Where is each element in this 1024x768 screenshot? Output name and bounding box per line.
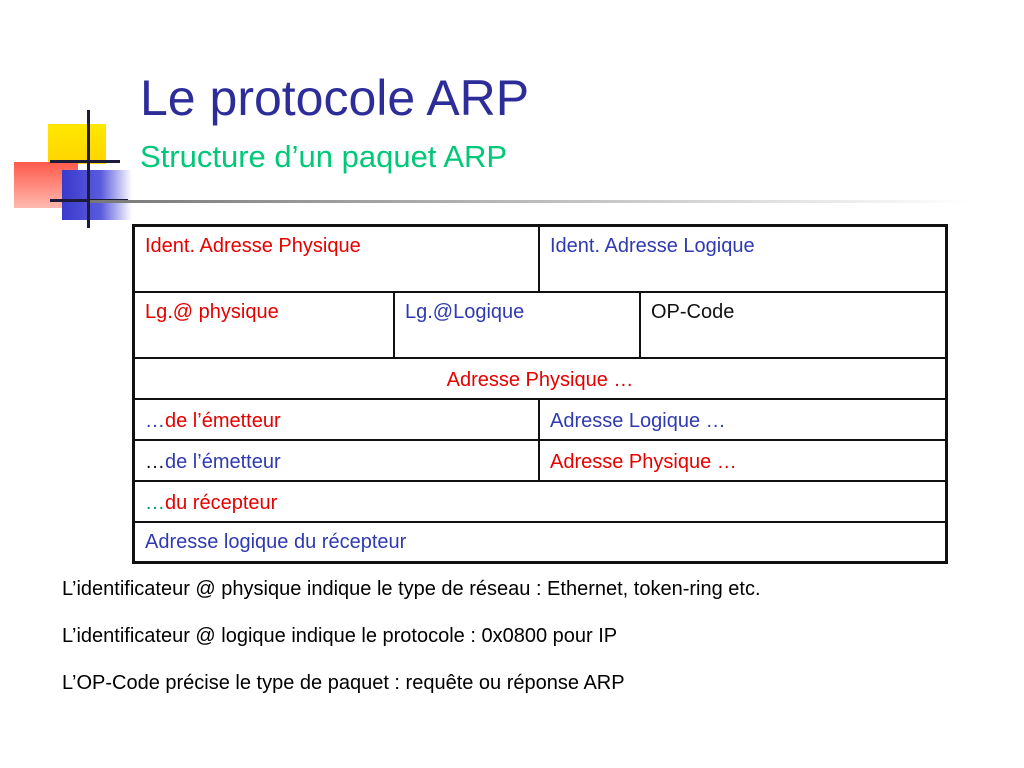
packet-row-sender-continued — [135, 400, 945, 441]
note-physical-identifier: L’identificateur @ physique indique le type de réseau : Ethernet, token-ring etc. — [62, 578, 761, 600]
packet-row-identifiers — [135, 227, 945, 293]
field-physical-address-id: Ident. Adresse Physique — [145, 235, 361, 257]
field-target-logical-address: Adresse logique du récepteur — [145, 531, 407, 553]
packet-row-lengths-opcode — [135, 293, 945, 359]
field-opcode: OP-Code — [639, 293, 945, 357]
note-logical-identifier: L’identificateur @ logique indique le protocole : 0x0800 pour IP — [62, 625, 618, 647]
packet-row-target-logical — [135, 523, 945, 561]
packet-row-sender-physical — [135, 359, 945, 400]
note-opcode: L’OP-Code précise le type de paquet : requête ou réponse ARP — [62, 672, 625, 694]
logo-vertical-line — [87, 110, 90, 228]
slide-title: Le protocole ARP — [140, 70, 530, 126]
field-sender-physical-address: Adresse Physique … — [446, 369, 634, 391]
field-target-physical-address: Adresse Physique … — [538, 441, 945, 480]
arp-packet-table — [132, 224, 948, 564]
ellipsis-prefix: … — [145, 410, 165, 432]
explanation-notes — [62, 576, 761, 717]
field-text: du récepteur — [165, 492, 278, 514]
field-text: de l’émetteur — [165, 451, 281, 473]
packet-row-sender-logical-target-physical — [135, 441, 945, 482]
slide-subtitle: Structure d’un paquet ARP — [140, 139, 508, 174]
field-sender-physical-address-cont — [135, 400, 538, 439]
field-text: de l’émetteur — [165, 410, 281, 432]
packet-row-target-physical-continued — [135, 482, 945, 523]
field-physical-length: Lg.@ physique — [145, 301, 279, 323]
field-sender-logical-address-cont — [135, 441, 538, 480]
field-logical-address-id: Ident. Adresse Logique — [538, 227, 945, 291]
field-logical-length: Lg.@Logique — [393, 293, 639, 357]
logo-yellow-square — [48, 124, 106, 164]
logo-horizontal-line-top — [50, 160, 120, 163]
ellipsis-prefix: … — [145, 451, 165, 473]
logo-blue-square — [62, 170, 132, 220]
field-sender-logical-address: Adresse Logique … — [538, 400, 945, 439]
field-target-physical-address-cont — [135, 482, 945, 521]
slide-logo-decoration — [0, 0, 140, 240]
ellipsis-prefix: … — [145, 492, 165, 514]
header-divider — [90, 200, 970, 203]
